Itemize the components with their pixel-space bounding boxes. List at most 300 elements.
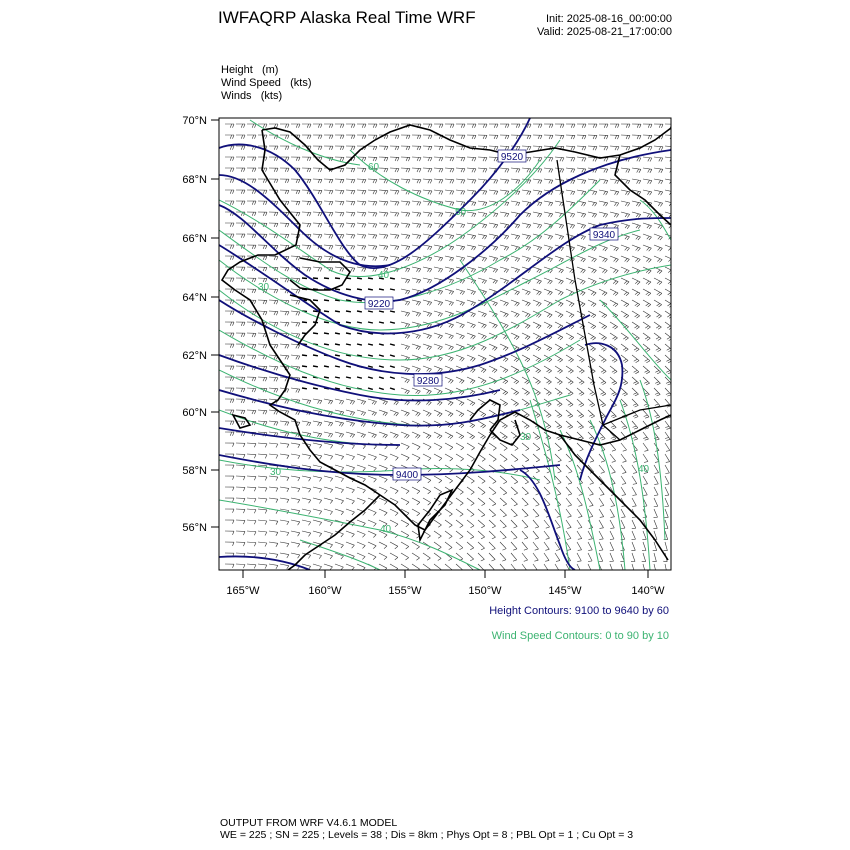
wind-barb (401, 179, 410, 183)
wind-barb (390, 388, 395, 390)
wind-barb (500, 454, 507, 462)
wind-barb (313, 388, 318, 389)
wind-barb (379, 234, 388, 239)
wind-contour (640, 380, 665, 540)
wind-barb (302, 223, 311, 227)
wind-barb (621, 322, 629, 329)
wind-barb (335, 432, 344, 438)
wind-barb (434, 190, 443, 195)
wind-label: 60 (368, 162, 380, 173)
wind-barb (401, 146, 410, 150)
wind-barb (522, 355, 530, 362)
wind-barb (236, 146, 245, 150)
wind-barb (302, 168, 311, 172)
wind-barb (456, 432, 464, 439)
wind-barb (533, 344, 541, 351)
wind-barb (456, 322, 465, 328)
wind-barb (609, 564, 613, 572)
wind-barb (445, 168, 454, 172)
wind-barb (357, 498, 365, 504)
wind-barb (555, 289, 563, 295)
wind-barb (533, 179, 542, 184)
wind-barb (390, 289, 395, 290)
wind-barb (302, 377, 307, 378)
wind-barb (654, 168, 663, 173)
wind-barb (654, 289, 662, 296)
wind-barb (302, 476, 311, 481)
wind-barb (401, 234, 410, 239)
wind-barb (653, 520, 657, 528)
wind-barb (588, 289, 596, 296)
wind-barb (423, 245, 432, 250)
wind-barb (313, 520, 322, 526)
wind-barb (335, 311, 340, 312)
wind-barb (511, 179, 520, 184)
wind-barb (269, 443, 278, 448)
wind-barb (280, 531, 289, 536)
wind-barb (346, 531, 354, 537)
wind-barb (654, 509, 658, 517)
latitude-axis (182, 115, 219, 534)
wind-barb (588, 388, 595, 396)
wind-barb (423, 388, 431, 394)
wind-barb (632, 245, 640, 251)
wind-barb (456, 399, 464, 406)
wind-barb (577, 256, 586, 262)
wind-barb (313, 399, 322, 404)
wind-barb (522, 311, 530, 317)
wind-barb (401, 487, 409, 494)
wind-barb (324, 553, 333, 559)
wind-barb (412, 168, 421, 172)
model-config: WE = 225 ; SN = 225 ; Levels = 38 ; Dis = 8km ; Phys Opt = 8 ; PBL Opt = 1 ; Cu Opt = 3 (220, 829, 634, 841)
wind-barb (225, 135, 234, 139)
wind-barb (445, 146, 454, 150)
wind-barb (665, 168, 674, 173)
lon-label: 165°W (226, 585, 260, 597)
wind-barb (665, 289, 673, 296)
wind-barb (445, 443, 453, 450)
wind-barb (368, 366, 373, 367)
wind-barb (225, 432, 234, 436)
wind-barb (467, 124, 476, 128)
wind-barb (632, 465, 637, 473)
wind-barb (566, 190, 575, 195)
wind-barb (258, 179, 267, 183)
wind-barb (467, 234, 476, 239)
wind-barb (478, 212, 487, 217)
wind-barb (500, 146, 509, 150)
wind-barb (566, 476, 572, 484)
wind-barb (643, 157, 652, 162)
wind-barb (522, 498, 528, 506)
wind-barb (335, 454, 344, 460)
wind-barb (533, 124, 542, 128)
wind-barb (445, 201, 454, 206)
wind-barb (401, 410, 409, 416)
wind-barb (423, 311, 432, 317)
wind-barb (621, 223, 630, 229)
wind-barb (643, 443, 648, 451)
wind-barb (357, 289, 362, 290)
wind-barb (588, 476, 594, 484)
wind-barb (500, 212, 509, 217)
wind-barb (236, 465, 245, 469)
wind-barb (390, 146, 399, 150)
wind-barb (577, 410, 584, 418)
wind-barb (577, 124, 586, 128)
wind-barb (346, 333, 351, 334)
wind-barb (610, 465, 615, 473)
wind-barb (544, 520, 550, 528)
wind-barb (588, 256, 597, 262)
wind-barb (610, 300, 618, 307)
wind-barb (390, 355, 395, 356)
wind-barb (467, 300, 476, 306)
wind-barb (533, 157, 542, 161)
wind-barb (577, 531, 582, 539)
var-winds: Winds (kts) (221, 90, 283, 102)
wind-barb (346, 311, 351, 312)
wind-barb (599, 553, 603, 562)
wind-barb (335, 421, 344, 426)
wind-barb (643, 146, 652, 150)
wind-barb (291, 146, 300, 150)
lat-label: 66°N (182, 233, 207, 245)
wind-barb (610, 289, 618, 296)
wind-barb (544, 564, 549, 572)
wind-barb (599, 245, 608, 251)
wind-barb (357, 179, 366, 183)
wind-barb (434, 520, 442, 527)
wind-barb (379, 454, 387, 460)
lon-label: 145°W (548, 585, 582, 597)
wind-barb (313, 146, 322, 150)
wind-barb (654, 399, 660, 407)
wind-barb (610, 553, 614, 561)
wind-barb (357, 542, 365, 548)
wind-barb (599, 487, 604, 495)
wind-barb (313, 190, 322, 194)
wind-barb (269, 421, 278, 426)
wind-barb (456, 179, 465, 184)
wind-barb (456, 223, 465, 228)
wind-barb (434, 432, 442, 439)
wind-barb (423, 212, 432, 217)
wind-barb (577, 399, 584, 407)
wind-barb (280, 146, 289, 150)
wind-barb (478, 124, 487, 128)
wind-barb (335, 201, 344, 205)
wind-barb (577, 278, 585, 284)
wind-barb (434, 146, 443, 150)
wind-barb (313, 553, 322, 559)
wind-barb (335, 564, 343, 570)
wind-barb (269, 454, 278, 459)
wind-barb (302, 509, 311, 514)
wind-barb (522, 553, 528, 561)
wind-barb (291, 487, 300, 492)
wind-barb (643, 322, 651, 329)
wind-barb (489, 300, 498, 306)
wind-barb (236, 564, 245, 568)
wind-barb (588, 311, 596, 318)
wind-barb (379, 157, 388, 161)
wind-barb (577, 190, 586, 195)
wind-barb (324, 201, 333, 205)
wind-barb (500, 498, 507, 506)
wind-barb (357, 553, 365, 559)
wind-barb (456, 410, 464, 417)
wind-barb (302, 388, 307, 389)
wind-barb (346, 421, 355, 427)
wind-barb (566, 421, 573, 429)
wind-barb (489, 267, 498, 273)
wind-barb (368, 212, 377, 217)
wind-barb (247, 322, 256, 326)
wind-barb (632, 355, 639, 363)
wind-barb (291, 311, 300, 316)
wind-barb (357, 201, 366, 205)
wind-barb (643, 124, 652, 128)
wind-barb (236, 223, 245, 227)
wind-barb (577, 377, 584, 384)
wind-barb (269, 168, 278, 172)
wind-barb (390, 311, 395, 312)
wind-barb (401, 190, 410, 194)
wind-barb (445, 531, 452, 539)
wind-barb (313, 278, 318, 279)
wind-barb (544, 322, 552, 329)
wind-barb (588, 300, 596, 307)
wind-barb (412, 157, 421, 161)
wind-barb (390, 179, 399, 183)
wind-barb (269, 146, 278, 150)
wind-barb (577, 146, 586, 150)
wind-label: 40 (378, 270, 390, 281)
wind-barb (500, 520, 506, 528)
wind-barb (643, 366, 650, 374)
wind-barb (434, 300, 443, 306)
wind-barb (652, 553, 656, 562)
wind-barb (379, 366, 384, 367)
wind-barb (500, 542, 506, 550)
wind-barb (335, 498, 344, 504)
wind-barb (390, 234, 399, 239)
coastline-island (233, 415, 250, 428)
wind-barb (313, 234, 322, 238)
wind-barb (258, 520, 267, 525)
wind-label: 30 (520, 432, 532, 443)
wind-barb (467, 289, 476, 295)
wind-barb (621, 278, 629, 285)
height-label: 9520 (500, 152, 524, 163)
wind-barb (632, 388, 639, 396)
wind-barb (368, 542, 376, 549)
wind-barb (401, 366, 410, 372)
wind-barb (610, 179, 619, 184)
wind-barb (632, 377, 639, 385)
wind-barb (324, 311, 329, 312)
wind-barb (335, 212, 344, 216)
wind-barb (632, 498, 636, 506)
wind-barb (577, 135, 586, 139)
wind-barb (401, 322, 410, 328)
wind-barb (335, 443, 344, 449)
wind-barb (610, 146, 619, 150)
wind-barb (632, 487, 637, 495)
wind-barb (522, 146, 531, 150)
wind-barb (654, 465, 659, 473)
wind-barb (412, 542, 420, 549)
wind-barb (522, 234, 531, 239)
wind-barb (544, 135, 553, 139)
wind-barb (610, 443, 616, 451)
model-version: OUTPUT FROM WRF V4.6.1 MODEL (220, 817, 398, 829)
wind-barb (555, 421, 562, 429)
wind-barb (599, 256, 607, 262)
wind-label: 40 (380, 524, 392, 535)
wind-barb (588, 267, 596, 273)
wind-barb (335, 278, 340, 279)
wind-barb (544, 278, 552, 284)
wind-barb (456, 377, 464, 384)
wind-barb (533, 432, 540, 440)
wind-barb (225, 157, 234, 161)
wind-barb (236, 124, 245, 128)
wind-barb (401, 311, 410, 316)
wind-barb (412, 498, 420, 505)
model-info (220, 817, 633, 841)
wind-barb (313, 564, 322, 570)
wind-barb (247, 245, 256, 249)
wind-barb (434, 410, 442, 417)
wind-barb (368, 531, 376, 538)
wind-barb (225, 278, 234, 282)
wind-barb (346, 234, 355, 239)
wind-barb (247, 542, 256, 546)
wind-barb (379, 322, 384, 323)
wind-barb (654, 278, 662, 285)
wind-barb (643, 179, 652, 184)
wind-barb (324, 421, 333, 426)
wind-barb (401, 520, 409, 527)
wind-barb (346, 179, 355, 183)
wind-barb (599, 135, 608, 139)
wind-barb (412, 278, 421, 283)
wind-barb (500, 443, 507, 451)
wind-barb (247, 201, 256, 205)
wind-barb (434, 443, 442, 450)
wind-barb (258, 531, 267, 536)
wind-barb (566, 399, 573, 407)
wind-barb (665, 476, 669, 484)
wind-barb (577, 179, 586, 184)
wind-barb (555, 278, 563, 284)
wind-barb (500, 267, 509, 273)
wind-barb (566, 520, 571, 528)
wind-barb (324, 124, 333, 128)
wind-barb (390, 509, 398, 516)
wind-barb (478, 487, 485, 495)
wind-barb (533, 366, 541, 373)
wind-barb (280, 190, 289, 194)
wind-barb (544, 212, 553, 217)
wind-barb (434, 157, 443, 161)
wind-barb (379, 146, 388, 150)
wind-barb (500, 245, 509, 251)
wind-barb (269, 179, 278, 183)
wind-barb (456, 190, 465, 195)
wind-barb (445, 520, 452, 527)
wind-barb (599, 432, 605, 440)
wind-barb (621, 300, 629, 307)
wind-barb (390, 487, 398, 494)
wind-barb (610, 366, 617, 374)
wind-barb (599, 333, 607, 340)
wind-barb (489, 476, 496, 484)
wind-barb (434, 212, 443, 217)
wind-barb (313, 179, 322, 183)
wind-barb (423, 267, 432, 272)
wind-barb (434, 333, 443, 339)
wind-barb (489, 520, 496, 528)
wind-barb (533, 267, 542, 273)
wind-barb (236, 190, 245, 194)
wind-barb (467, 278, 476, 284)
lat-label: 62°N (182, 350, 207, 362)
wind-barb (401, 498, 409, 505)
wind-barb (533, 564, 538, 572)
wind-barb (533, 135, 542, 139)
wind-barb (269, 487, 278, 492)
wind-barb (478, 520, 485, 528)
wind-barb (313, 421, 322, 426)
wind-barb (533, 289, 541, 295)
wind-barb (654, 366, 661, 374)
wind-barb (632, 322, 640, 329)
wind-barb (533, 498, 539, 506)
wind-barb (357, 124, 366, 128)
lon-label: 150°W (468, 585, 502, 597)
wind-barb (412, 146, 421, 150)
wind-barb (654, 476, 658, 484)
wind-barb (401, 168, 410, 172)
wind-barb (643, 476, 648, 484)
wind-barb (324, 190, 333, 194)
wind-barb (225, 542, 234, 546)
wind-barb (225, 531, 234, 535)
wind-barb (368, 146, 377, 150)
wind-barb (445, 157, 454, 161)
wind-barb (225, 245, 234, 249)
wind-barb (588, 399, 595, 407)
wind-barb (489, 443, 496, 450)
wind-barb (247, 212, 256, 216)
wind-barb (566, 531, 571, 539)
wind-barb (412, 344, 421, 350)
wind-barb (500, 366, 508, 373)
wind-barb (247, 410, 256, 414)
wind-barb (588, 124, 597, 128)
wind-barb (621, 256, 629, 262)
wind-barb (577, 157, 586, 162)
wind-barb (478, 553, 484, 561)
wind-barb (423, 366, 432, 372)
wind-barb (302, 498, 311, 503)
wind-barb (269, 124, 278, 128)
wind-barb (500, 399, 508, 406)
